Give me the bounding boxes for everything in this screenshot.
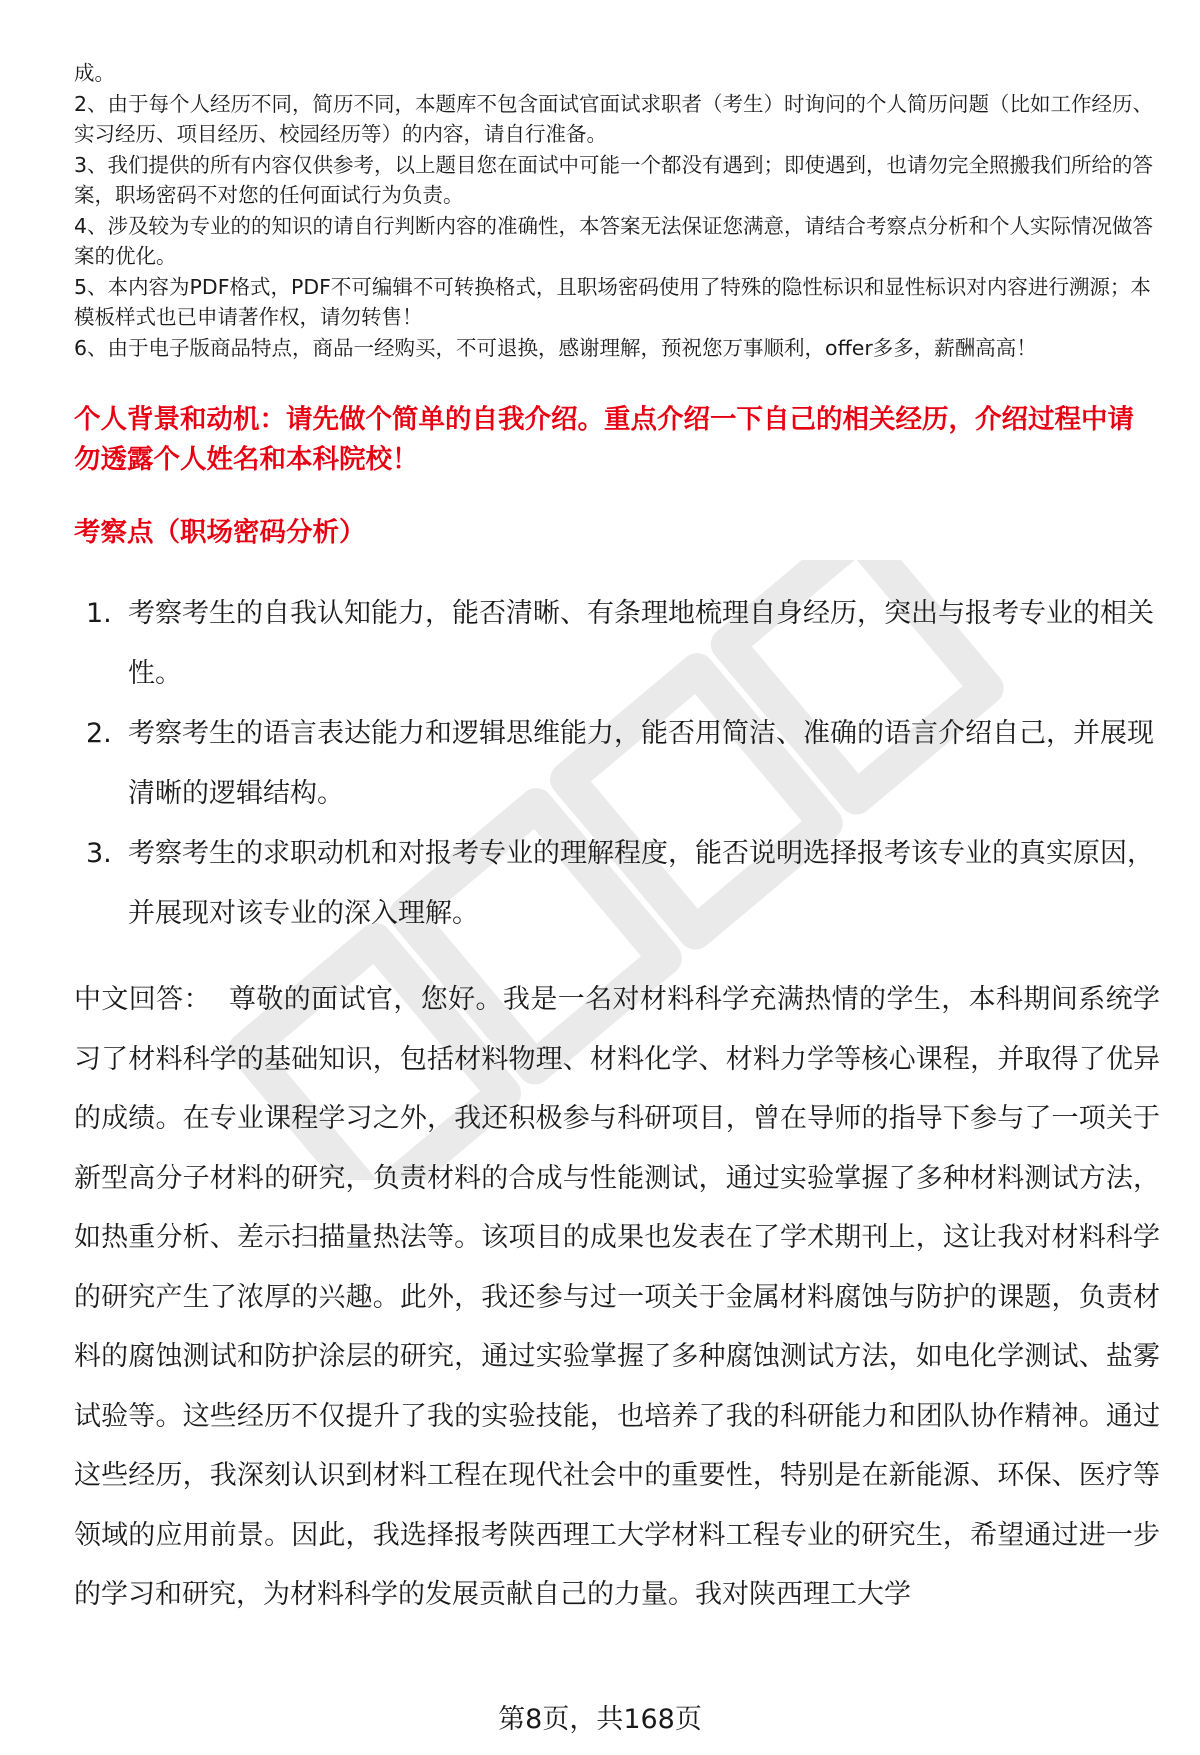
- point-text: 考察考生的求职动机和对报考专业的理解程度，能否说明选择报考该专业的真实原因，并展现对该专业的深入理解。: [128, 838, 1154, 929]
- note-line: 6、由于电子版商品特点，商品一经购买，不可退换，感谢理解，预祝您万事顺利，offer多多，薪酬高高！: [74, 335, 1037, 360]
- note-line: 2、由于每个人经历不同，简历不同，本题库不包含面试官面试求职者（考生）时询问的个人简历问题（比如工作经历、实习经历、项目经历、校园经历等）的内容，请自行准备。: [74, 91, 1154, 146]
- point-text: 考察考生的语言表达能力和逻辑思维能力，能否用简洁、准确的语言介绍自己，并展现清晰的逻辑结构。: [128, 718, 1154, 809]
- analysis-point: [80, 584, 1160, 704]
- point-number: 2.: [86, 718, 112, 749]
- point-text: 考察考生的自我认知能力，能否清晰、有条理地梳理自身经历，突出与报考专业的相关性。: [128, 598, 1154, 689]
- answer-text: 尊敬的面试官，您好。我是一名对材料科学充满热情的学生，本科期间系统学习了材料科学的基础知识，包括材料物理、材料化学、材料力学等核心课程，并取得了优异的成绩。在专业课程学习之外，我还积极参与科研项目，曾在导师的指导下参与了一项关于新型高分子材料的研究，负责材料的合成与性能测试，通过实验掌握了多种材料测试方法，如热重分析、差示扫描量热法等。该项目的成果也发表在了学术期刊上，这让我对材料科学的研究产生了浓厚的兴趣。此外，我还参与过一项关于金属材料腐蚀与防护的课题，负责材料的腐蚀测试和防护涂层的研究，通过实验掌握了多种腐蚀测试方法，如电化学测试、盐雾试验等。这些经历不仅提升了我的实验技能，也培养了我的科研能力和团队协作精神。通过这些经历，我深刻认识到材料工程在现代社会中的重要性，特别是在新能源、环保、医疗等领域的应用前景。因此，我选择报考陕西理工大学材料工程专业的研究生，希望通过进一步的学习和研究，为材料科学的发展贡献自己的力量。我对陕西理工大学: [74, 984, 1161, 1610]
- note-line: 5、本内容为PDF格式，PDF不可编辑不可转换格式，且职场密码使用了特殊的隐性标识和显性标识对内容进行溯源；本模板样式也已申请著作权，请勿转售！: [74, 274, 1151, 329]
- question-heading: 个人背景和动机：请先做个简单的自我介绍。重点介绍一下自己的相关经历，介绍过程中请勿透露个人姓名和本科院校！: [74, 404, 1134, 475]
- notes-block: [74, 58, 1154, 363]
- point-number: 1.: [86, 598, 112, 629]
- analysis-points-list: [80, 584, 1160, 944]
- answer-paragraph: [74, 970, 1160, 1625]
- note-line: 3、我们提供的所有内容仅供参考，以上题目您在面试中可能一个都没有遇到；即使遇到，也请勿完全照搬我们所给的答案，职场密码不对您的任何面试行为负责。: [74, 152, 1154, 207]
- answer-label: 中文回答：: [74, 984, 211, 1015]
- note-line: 4、涉及较为专业的的知识的请自行判断内容的准确性，本答案无法保证您满意，请结合考察点分析和个人实际情况做答案的优化。: [74, 213, 1154, 268]
- analysis-point: [80, 704, 1160, 824]
- page-number-footer: 第8页，共168页: [498, 1704, 702, 1735]
- analysis-section-title: 考察点（职场密码分析）: [74, 517, 366, 548]
- analysis-point: [80, 824, 1160, 944]
- point-number: 3.: [86, 838, 112, 869]
- note-line: 成。: [74, 61, 115, 85]
